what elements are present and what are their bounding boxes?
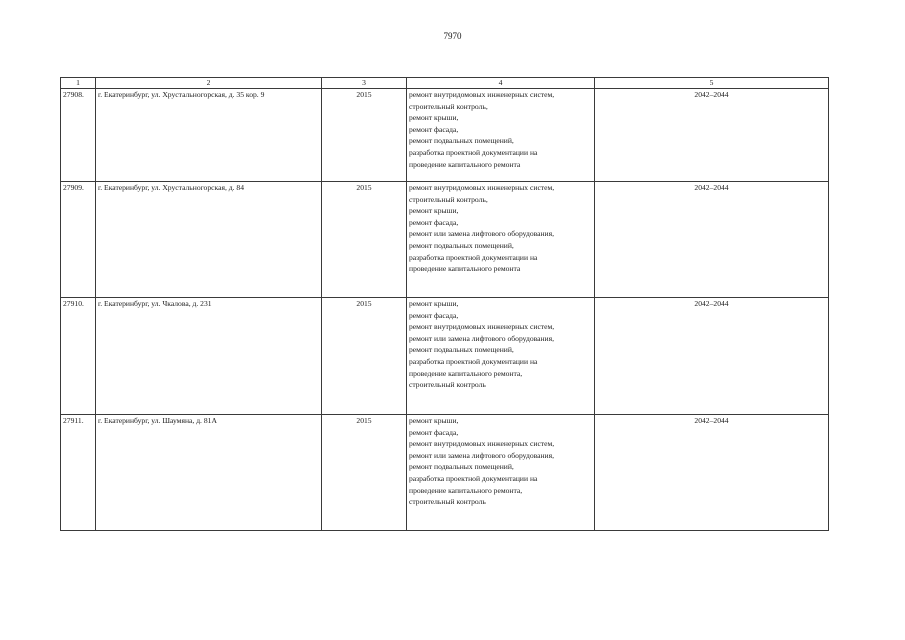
work-item: разработка проектной документации на <box>409 473 538 483</box>
column-header-2: 2 <box>96 78 322 89</box>
work-item: проведение капитального ремонта <box>409 159 521 169</box>
table-row <box>61 415 829 531</box>
work-item: ремонт внутридомовых инженерных систем, <box>409 90 555 99</box>
repair-schedule-table <box>60 77 829 531</box>
work-item: разработка проектной документации на <box>409 356 538 366</box>
year-cell: 2015 <box>322 89 407 182</box>
work-item: ремонт или замена лифтового оборудования, <box>409 450 554 460</box>
row-number: 27910. <box>61 298 96 415</box>
address-cell: г. Екатеринбург, ул. Шаумяна, д. 81А <box>96 415 322 531</box>
work-item: ремонт подвальных помещений, <box>409 462 514 472</box>
work-item: ремонт или замена лифтового оборудования, <box>409 333 554 343</box>
year-cell: 2015 <box>322 415 407 531</box>
works-cell <box>407 415 595 531</box>
work-item: ремонт фасада, <box>409 310 459 320</box>
work-item: строительный контроль, <box>409 194 488 204</box>
period-cell: 2042–2044 <box>595 298 829 415</box>
row-number: 27908. <box>61 89 96 182</box>
work-item: ремонт крыши, <box>409 416 459 425</box>
column-header-3: 3 <box>322 78 407 89</box>
work-item: ремонт подвальных помещений, <box>409 345 514 355</box>
column-header-5: 5 <box>595 78 829 89</box>
year-cell: 2015 <box>322 182 407 298</box>
table-row <box>61 182 829 298</box>
work-item: ремонт или замена лифтового оборудования, <box>409 229 554 239</box>
table-row <box>61 298 829 415</box>
work-item: ремонт крыши, <box>409 113 459 123</box>
table-row <box>61 89 829 182</box>
year-cell: 2015 <box>322 298 407 415</box>
work-item: ремонт крыши, <box>409 299 459 308</box>
row-number: 27909. <box>61 182 96 298</box>
column-header-1: 1 <box>61 78 96 89</box>
work-item: ремонт фасада, <box>409 124 459 134</box>
column-header-4: 4 <box>407 78 595 89</box>
work-item: ремонт подвальных помещений, <box>409 136 514 146</box>
work-item: строительный контроль <box>409 380 486 390</box>
work-item: ремонт подвальных помещений, <box>409 240 514 250</box>
period-cell: 2042–2044 <box>595 89 829 182</box>
work-item: ремонт фасада, <box>409 217 459 227</box>
works-cell <box>407 182 595 298</box>
row-number: 27911. <box>61 415 96 531</box>
work-item: проведение капитального ремонта <box>409 264 521 274</box>
work-item: строительный контроль <box>409 497 486 507</box>
works-cell <box>407 298 595 415</box>
page-number: 7970 <box>443 31 462 41</box>
work-item: разработка проектной документации на <box>409 252 538 262</box>
work-item: проведение капитального ремонта, <box>409 368 523 378</box>
header-row <box>61 78 829 89</box>
work-item: ремонт внутридомовых инженерных систем, <box>409 322 555 332</box>
address-cell: г. Екатеринбург, ул. Хрустальногорская, д. 35 кор. 9 <box>96 89 322 182</box>
work-item: ремонт внутридомовых инженерных систем, <box>409 183 555 192</box>
work-item: ремонт крыши, <box>409 206 459 216</box>
work-item: ремонт фасада, <box>409 427 459 437</box>
address-cell: г. Екатеринбург, ул. Чкалова, д. 231 <box>96 298 322 415</box>
work-item: ремонт внутридомовых инженерных систем, <box>409 439 555 449</box>
work-item: проведение капитального ремонта, <box>409 485 523 495</box>
address-cell: г. Екатеринбург, ул. Хрустальногорская, д. 84 <box>96 182 322 298</box>
works-cell <box>407 89 595 182</box>
period-cell: 2042–2044 <box>595 182 829 298</box>
work-item: разработка проектной документации на <box>409 147 538 157</box>
period-cell: 2042–2044 <box>595 415 829 531</box>
work-item: строительный контроль, <box>409 101 488 111</box>
